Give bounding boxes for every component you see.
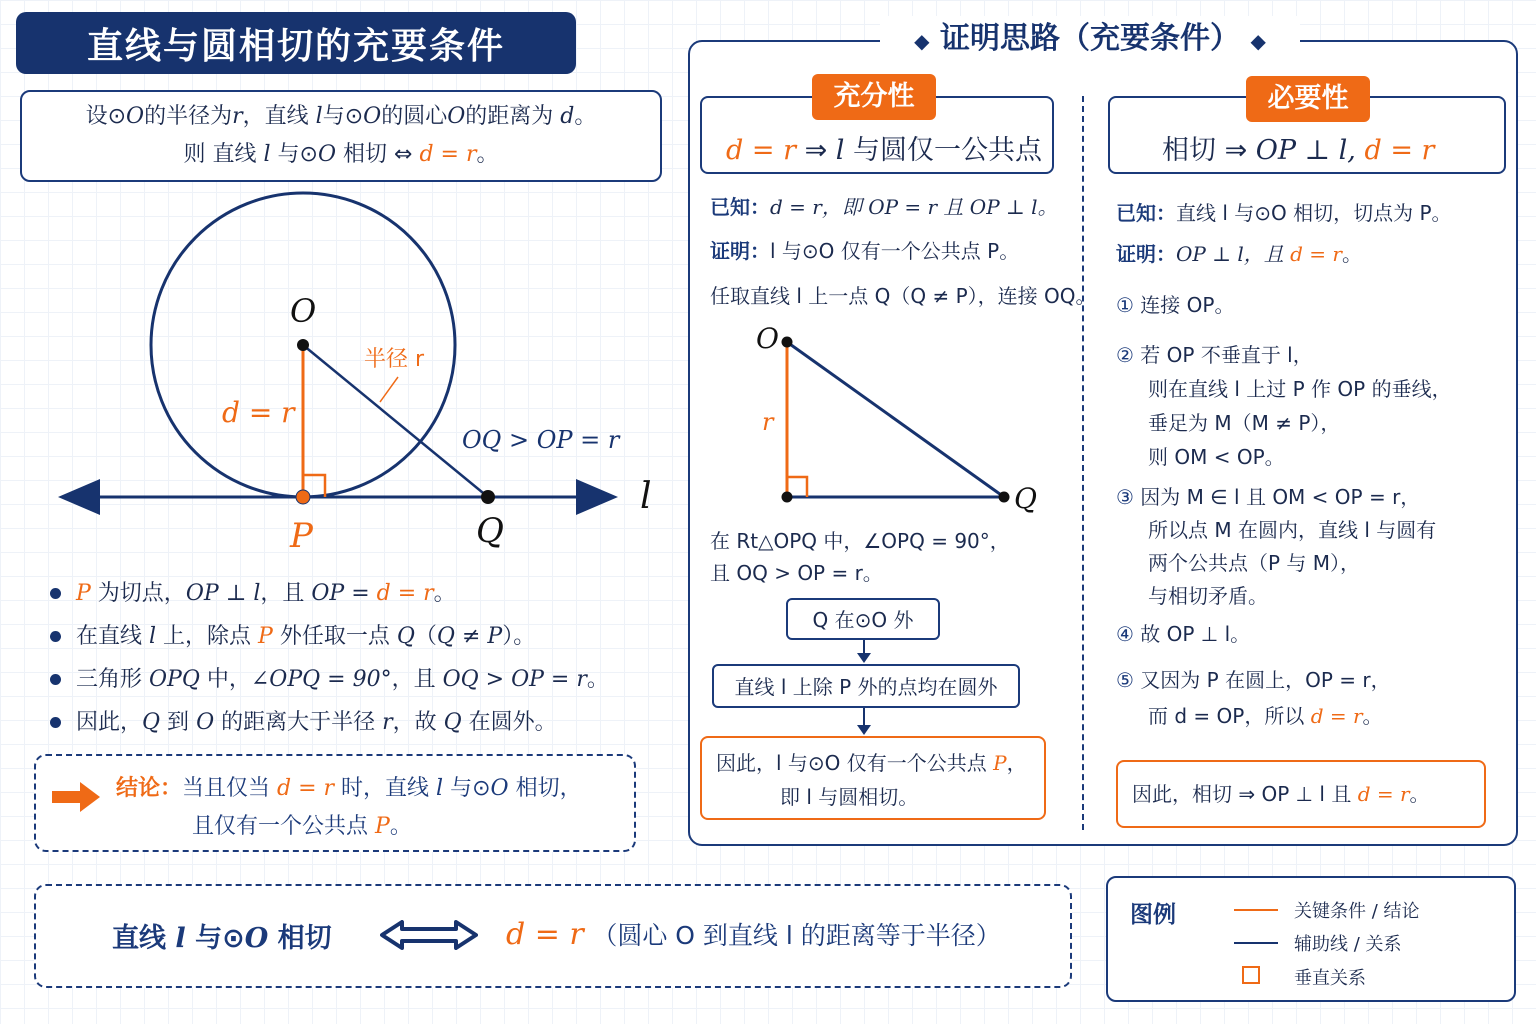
sufficiency-prove: 证明：l 与⊙O 仅有一个公共点 P。 bbox=[710, 239, 1020, 263]
conclusion-box bbox=[34, 754, 636, 852]
legend-item-2: 辅助线 / 关系 bbox=[1294, 934, 1402, 955]
conclusion-line-2: 且仅有一个公共点 P。 bbox=[192, 814, 412, 839]
label-q: Q bbox=[476, 511, 504, 551]
necessity-header: 相切 ⇒ OP ⊥ l, d = r bbox=[1108, 96, 1506, 174]
double-arrow-icon bbox=[380, 920, 478, 950]
label-q: Q bbox=[1014, 482, 1037, 515]
summary-left: 直线 l 与⊙O 相切 bbox=[112, 923, 332, 954]
necessity-step-2: ② 若 OP 不垂直于 l， 则在直线 l 上过 P 作 OP 的垂线， 垂足为 M（M ≠ P）， 则 OM < OP。 bbox=[1116, 343, 1452, 469]
label-radius: 半径 r bbox=[364, 347, 425, 372]
point-o bbox=[782, 337, 793, 348]
triangle-figure bbox=[740, 320, 1060, 520]
point-q bbox=[481, 490, 495, 504]
label-l: l bbox=[640, 476, 652, 517]
legend-box bbox=[1106, 876, 1516, 1002]
arrow-down-icon bbox=[854, 708, 874, 736]
definition-line-1: 设⊙O的半径为r，直线 l与⊙O的圆心O的距离为 d。 bbox=[85, 104, 597, 129]
sufficiency-header: d = r ⇒ l 与圆仅一公共点 bbox=[700, 96, 1054, 174]
list-item: 因此，Q 到 O 的距离大于半径 r，故 Q 在圆外。 bbox=[48, 701, 648, 744]
rt-line-1: 在 Rt△OPQ 中，∠OPQ = 90°， bbox=[710, 529, 1010, 553]
necessity-step-1: ① 连接 OP。 bbox=[1116, 293, 1235, 317]
proof-title: ◆ 证明思路（充要条件） ◆ bbox=[880, 16, 1300, 62]
necessity-final: 因此，相切 ⇒ OP ⊥ l 且 d = r。 bbox=[1116, 760, 1486, 828]
label-d-eq-r: d = r bbox=[222, 396, 295, 429]
sufficiency-given: 已知：d = r，即 OP = r 且 OP ⊥ l。 bbox=[710, 195, 1058, 219]
sufficiency-step: 任取直线 l 上一点 Q（Q ≠ P），连接 OQ。 bbox=[710, 284, 1096, 308]
necessity-step-3: ③ 因为 M ∈ l 且 OM < OP = r， 所以点 M 在圆内，直线 l 与圆有 两个公共点（P 与 M）， 与相切矛盾。 bbox=[1116, 485, 1437, 608]
necessity-step-5: ⑤ 又因为 P 在圆上，OP = r， 而 d = OP，所以 d = r。 bbox=[1116, 668, 1391, 728]
radius-pointer bbox=[380, 377, 398, 402]
list-item: P 为切点，OP ⊥ l，且 OP = d = r。 bbox=[48, 572, 648, 615]
list-item: 三角形 OPQ 中，∠OPQ = 90°，且 OQ > OP = r。 bbox=[48, 658, 648, 701]
segment-oq bbox=[787, 342, 1004, 497]
flow-step-1: Q 在⊙O 外 bbox=[786, 598, 940, 640]
legend-item-1: 关键条件 / 结论 bbox=[1294, 901, 1420, 922]
page-title: 直线与圆相切的充要条件 bbox=[16, 12, 576, 74]
necessity-prove: 证明：OP ⊥ l，且 d = r。 bbox=[1116, 242, 1362, 266]
necessity-given: 已知：直线 l 与⊙O 相切，切点为 P。 bbox=[1116, 201, 1452, 225]
flow-step-2: 直线 l 上除 P 外的点均在圆外 bbox=[712, 664, 1020, 708]
point-p bbox=[296, 490, 310, 504]
point-o bbox=[297, 339, 309, 351]
explanation-list bbox=[48, 572, 648, 744]
tangent-figure bbox=[0, 0, 680, 570]
arrow-right-icon bbox=[52, 782, 102, 812]
list-item: 在直线 l 上，除点 P 外任取一点 Q（Q ≠ P）。 bbox=[48, 615, 648, 658]
rt-line-2: 且 OQ > OP = r。 bbox=[710, 561, 883, 585]
legend-item-3: 垂直关系 bbox=[1294, 968, 1366, 989]
label-p: P bbox=[290, 516, 313, 556]
necessity-step-4: ④ 故 OP ⊥ l。 bbox=[1116, 622, 1251, 646]
label-o: O bbox=[290, 292, 317, 330]
legend-title: 图例 bbox=[1130, 902, 1176, 928]
definition-line-2: 则 直线 l 与⊙O 相切 ⇔ d = r。 bbox=[183, 142, 499, 167]
legend-orange-line bbox=[1234, 909, 1278, 911]
diamond-icon: ◆ bbox=[1250, 29, 1266, 53]
diamond-icon: ◆ bbox=[914, 29, 930, 53]
label-r: r bbox=[762, 408, 774, 436]
necessity-tag: 必要性 bbox=[1246, 76, 1370, 122]
sufficiency-final: 因此，l 与⊙O 仅有一个公共点 P， 即 l 与圆相切。 bbox=[700, 736, 1046, 820]
conclusion-line-1: 结论：当且仅当 d = r 时，直线 l 与⊙O 相切， bbox=[116, 776, 582, 801]
summary-box bbox=[34, 884, 1072, 988]
summary-right: d = r （圆心 O 到直线 l 的距离等于半径） bbox=[506, 917, 1001, 952]
column-divider bbox=[1082, 96, 1084, 830]
sufficiency-tag: 充分性 bbox=[812, 74, 936, 120]
label-o: O bbox=[756, 322, 779, 355]
point-q bbox=[999, 492, 1010, 503]
point-p bbox=[782, 492, 793, 503]
label-compare: OQ > OP = r bbox=[462, 426, 620, 454]
right-angle-icon bbox=[1242, 966, 1260, 984]
legend-navy-line bbox=[1234, 942, 1278, 944]
arrow-down-icon bbox=[854, 640, 874, 664]
